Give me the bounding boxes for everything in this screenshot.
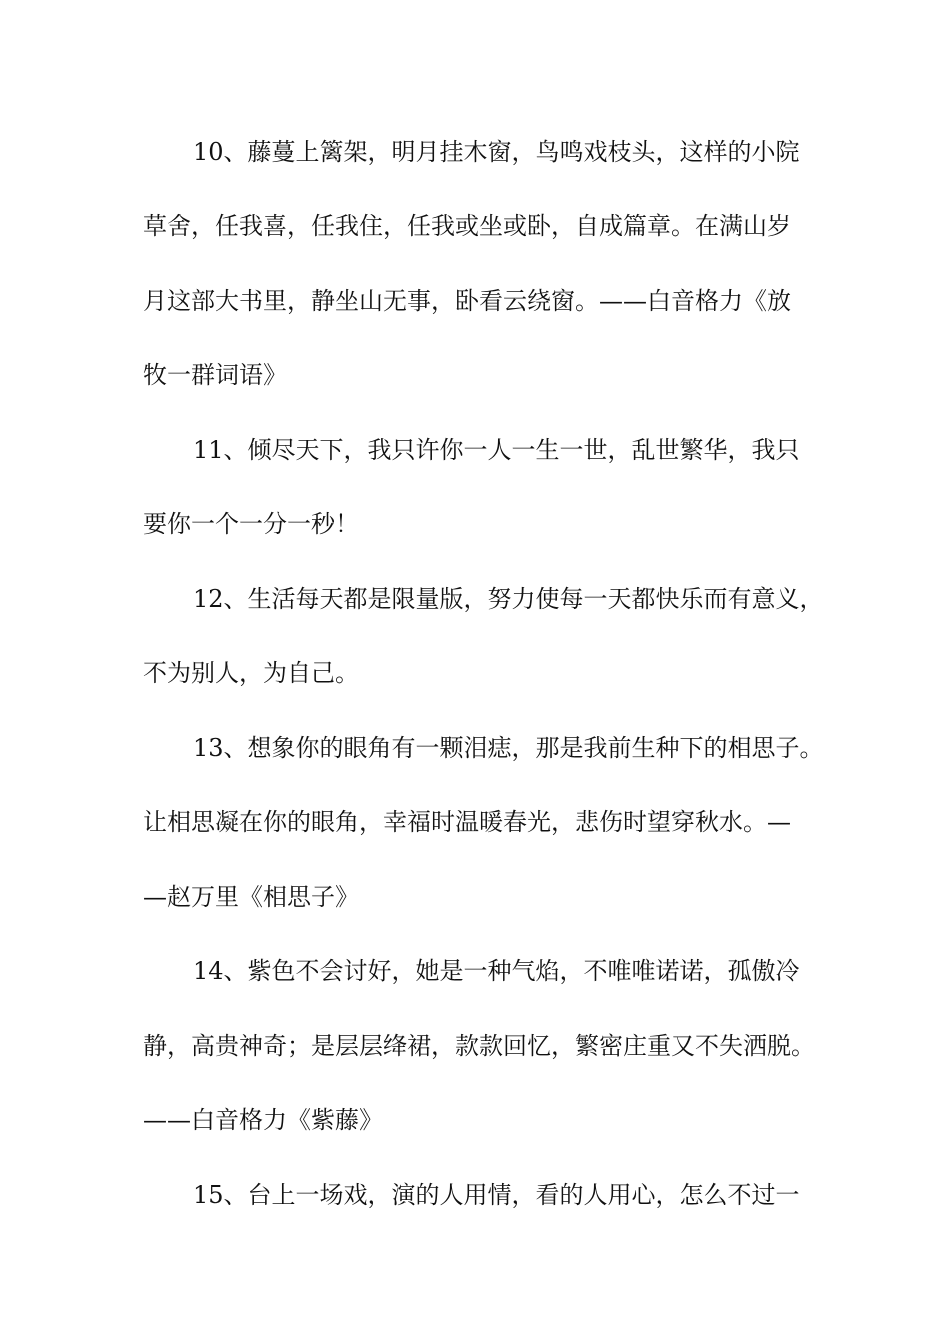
paragraph-10-line-1: 10、藤蔓上篱架，明月挂木窗，鸟鸣戏枝头，这样的小院	[193, 138, 800, 166]
paragraph-14-line-1: 14、紫色不会讨好，她是一种气焰，不唯唯诺诺，孤傲冷	[193, 957, 800, 985]
paragraph-15-line-1: 15、台上一场戏，演的人用情，看的人用心，怎么不过一	[193, 1181, 800, 1209]
paragraph-13-line-1: 13、想象你的眼角有一颗泪痣，那是我前生种下的相思子。	[193, 734, 824, 762]
paragraph-14-line-3: ——白音格力《紫藤》	[143, 1106, 383, 1134]
paragraph-11-line-2: 要你一个一分一秒！	[143, 510, 359, 538]
paragraph-10-line-3: 月这部大书里，静坐山无事，卧看云绕窗。——白音格力《放	[143, 287, 791, 315]
paragraph-14-line-2: 静，高贵神奇；是层层绛裙，款款回忆，繁密庄重又不失洒脱。	[143, 1032, 815, 1060]
paragraph-10-line-4: 牧一群词语》	[143, 361, 287, 389]
paragraph-12-line-1: 12、生活每天都是限量版，努力使每一天都快乐而有意义，	[193, 585, 824, 613]
paragraph-12-line-2: 不为别人，为自己。	[143, 659, 359, 687]
paragraph-10-line-2: 草舍，任我喜，任我住，任我或坐或卧，自成篇章。在满山岁	[143, 212, 791, 240]
paragraph-11-line-1: 11、倾尽天下，我只许你一人一生一世，乱世繁华，我只	[193, 436, 800, 464]
paragraph-13-line-3: —赵万里《相思子》	[143, 883, 359, 911]
paragraph-13-line-2: 让相思凝在你的眼角，幸福时温暖春光，悲伤时望穿秋水。—	[143, 808, 791, 836]
